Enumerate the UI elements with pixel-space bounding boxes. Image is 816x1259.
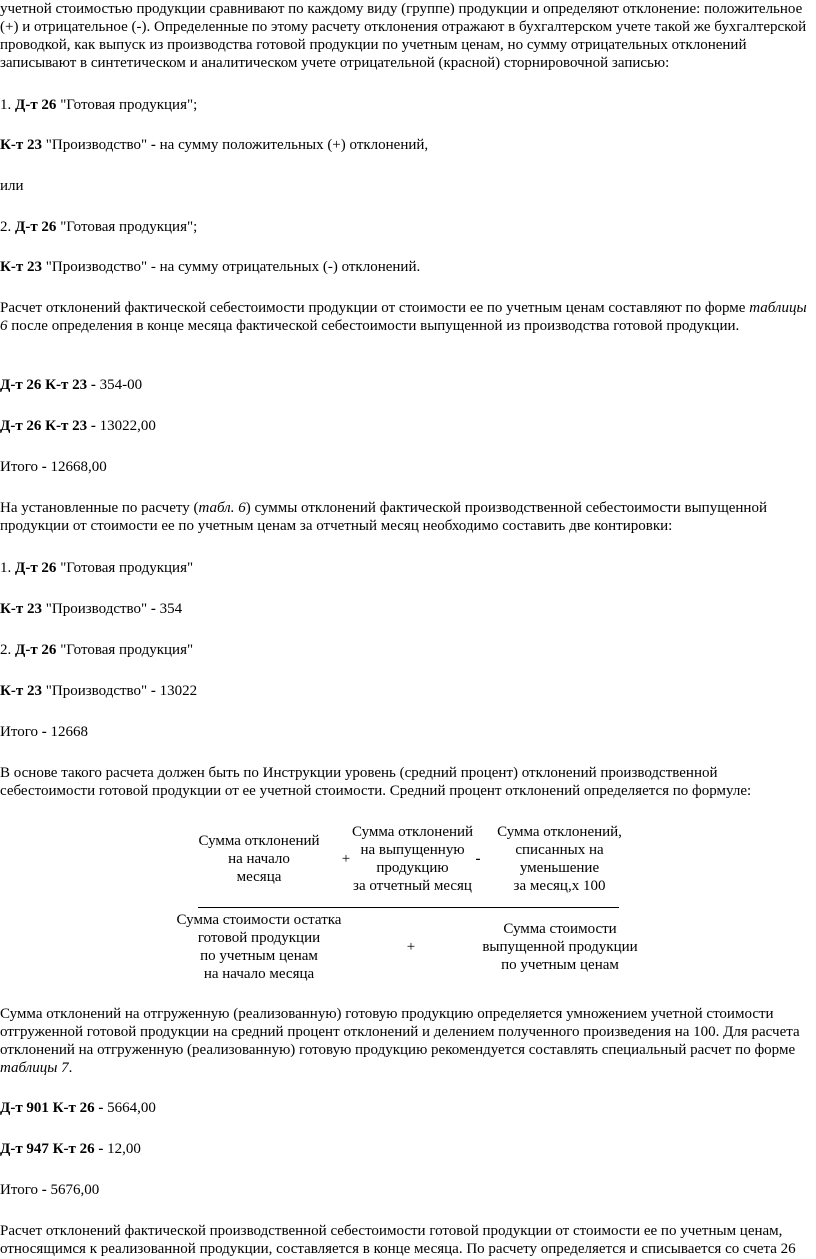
formula-plus-sign: + xyxy=(341,851,351,867)
ledger-line-4: Д-т 947 К-т 26 - 12,00 xyxy=(0,1141,141,1157)
formula-fraction-line xyxy=(198,907,619,908)
entry-3: 2. Д-т 26 "Готовая продукция"; xyxy=(0,219,198,235)
entry-2: К-т 23 "Производство" - на сумму положительных (+) отклонений, xyxy=(0,137,429,153)
total-2: Итого - 12668 xyxy=(0,724,88,740)
formula-minus-sign: - xyxy=(475,851,481,867)
formula-plus-sign: + xyxy=(406,939,416,955)
intro-paragraph: учетной стоимостью продукции сравнивают по каждому виду (группе) продукции и определяют отклонение: положительное (+) и отрицательное (-). Определенные по этому расчету отклонения отражают в бухгалтерском учете такой же бухгалтерской проводкой, как выпуск из производства готовой продукции по учетным ценам, но сумму отрицательных отклонений записывают в синтетическом и аналитическом учете отрицательной (красной) сторнировочной записью: xyxy=(0,1,807,71)
table-7-reference: таблицы 7 xyxy=(0,1060,69,1076)
calc-paragraph: Расчет отклонений фактической себестоимости продукции от стоимости ее по учетным ценам составляют по форме таблицы 6 после определения в конце месяца фактической себестоимости выпущенной из производства готовой продукции. xyxy=(0,300,807,334)
posting-1: 1. Д-т 26 "Готовая продукция" xyxy=(0,560,194,576)
table-6-reference: табл. 6 xyxy=(198,500,246,516)
formula-denominator-term-1: Сумма стоимости остатка готовой продукции по учетным ценам на начало месяца xyxy=(176,912,342,982)
formula-numerator-term-2: Сумма отклонений на выпущенную продукцию за отчетный месяц xyxy=(351,824,474,894)
ledger-line-2: Д-т 26 К-т 23 - 13022,00 xyxy=(0,418,156,434)
ledger-line-3: Д-т 901 К-т 26 - 5664,00 xyxy=(0,1100,156,1116)
instruction-paragraph: В основе такого расчета должен быть по Инструкции уровень (средний процент) отклонений производственной себестоимости готовой продукции от ее учетной стоимости. Средний процент отклонений определяется по формуле: xyxy=(0,765,752,799)
formula-numerator-term-3: Сумма отклонений, списанных на уменьшение за месяц,х 100 xyxy=(497,824,622,894)
posting-3: 2. Д-т 26 "Готовая продукция" xyxy=(0,642,194,658)
basis-paragraph: На установленные по расчету (табл. 6) суммы отклонений фактической производственной себестоимости выпущенной продукции от стоимости ее по учетным ценам за отчетный месяц необходимо составить две контировки: xyxy=(0,500,767,534)
ledger-line-1: Д-т 26 К-т 23 - 354-00 xyxy=(0,377,143,393)
or-text: или xyxy=(0,178,24,194)
entry-4: К-т 23 "Производство" - на сумму отрицательных (-) отклонений. xyxy=(0,259,421,275)
table-6-reference: таблицы 6 xyxy=(0,300,807,334)
shipped-paragraph: Сумма отклонений на отгруженную (реализованную) готовую продукцию определяется умножением учетной стоимости отгруженной готовой продукции на средний процент отклонений и делением полученного произведения на 100. Для расчета отклонений на отгруженную (реализованную) готовую продукцию рекомендуется составлять специальный расчет по форме таблицы 7. xyxy=(0,1006,800,1076)
total-1: Итого - 12668,00 xyxy=(0,459,107,475)
average-deviation-formula xyxy=(0,822,816,982)
final-paragraph: Расчет отклонений фактической производственной себестоимости готовой продукции от стоимости ее по учетным ценам, относящимся к реализованной продукции, составляется в конце месяца. По расчету определяется и списывается со счета 26 xyxy=(0,1223,796,1257)
entry-1: 1. Д-т 26 "Готовая продукция"; xyxy=(0,97,198,113)
formula-numerator-term-1: Сумма отклонений на начало месяца xyxy=(198,833,320,885)
formula-denominator-term-2: Сумма стоимости выпущенной продукции по учетным ценам xyxy=(482,921,638,973)
posting-4: К-т 23 "Производство" - 13022 xyxy=(0,683,198,699)
total-3: Итого - 5676,00 xyxy=(0,1182,100,1198)
posting-2: К-т 23 "Производство" - 354 xyxy=(0,601,183,617)
